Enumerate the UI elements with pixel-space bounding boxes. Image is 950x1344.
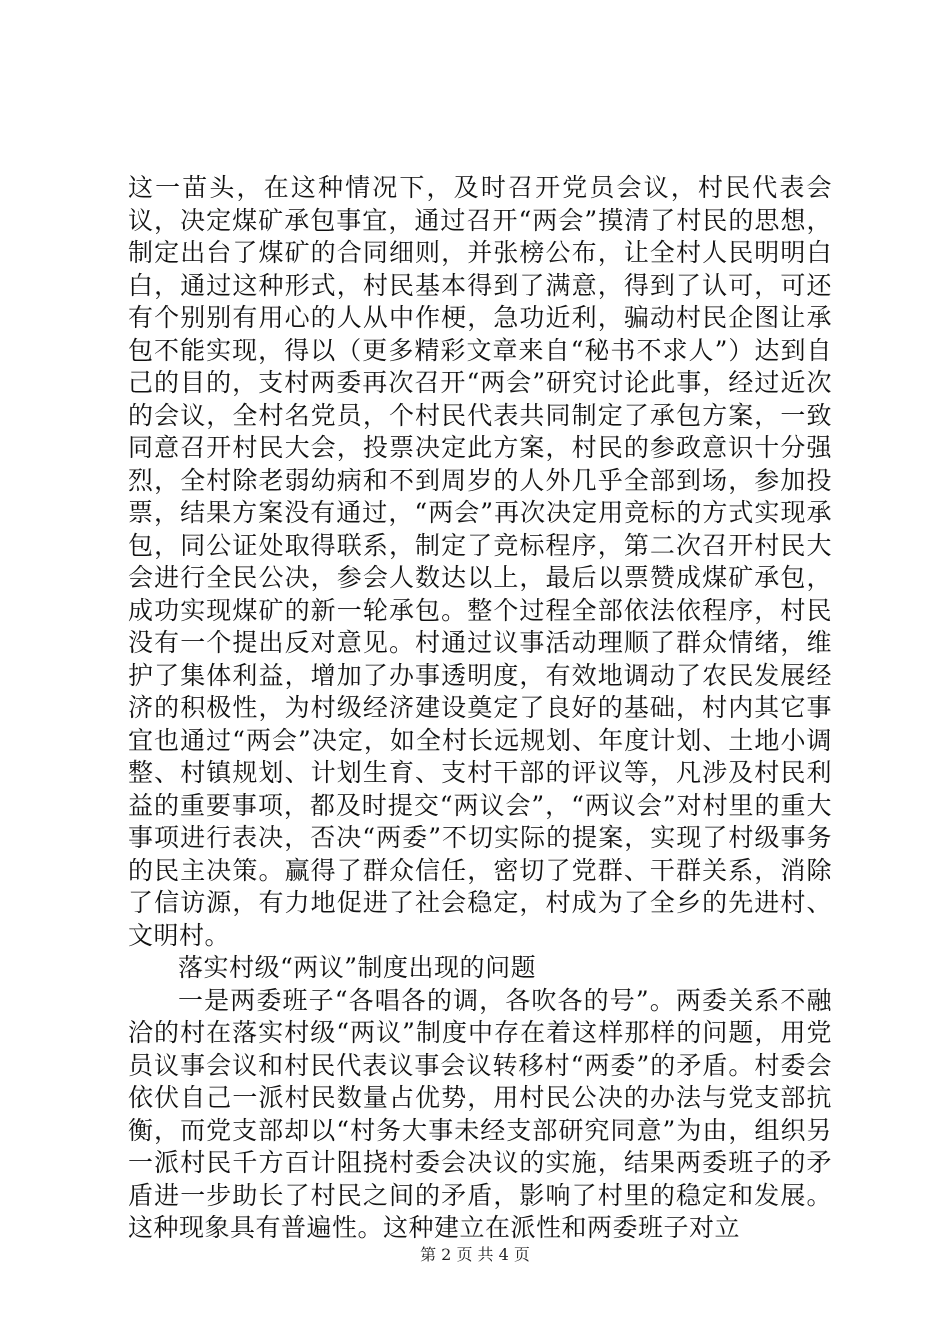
page-footer: 第 2 页 共 4 页 [420, 1245, 530, 1264]
body-text [128, 172, 832, 1245]
section-heading: 落实村级“两议”制度出现的问题 [178, 953, 537, 982]
paragraph-continuation: 这一苗头，在这种情况下，及时召开党员会议，村民代表会议，决定煤矿承包事宜，通过召开“两会”摸清了村民的思想，制定出台了煤矿的合同细则，并张榜公布，让全村人民明明白白，通过这种形式，村民基本得到了满意，得到了认可，可还有个别别有用心的人从中作梗，急功近利，骗动村民企图让承包不能实现，得以（更多精彩文章来自“秘书不求人”）达到自己的目的，支村两委再次召开“两会”研究讨论此事，经过近次的会议，全村名党员，个村民代表共同制定了承包方案，一致同意召开村民大会，投票决定此方案，村民的参政意识十分强烈，全村除老弱幼病和不到周岁的人外几乎全部到场，参加投票，结果方案没有通过，“两会”再次决定用竞标的方式实现承包，同公证处取得联系，制定了竞标程序，第二次召开村民大会进行全民公决，参会人数达以上，最后以票赞成煤矿承包，成功实现煤矿的新一轮承包。整个过程全部依法依程序，村民没有一个提出反对意见。村通过议事活动理顺了群众情绪，维护了集体利益，增加了办事透明度，有效地调动了农民发展经济的积极性，为村级经济建设奠定了良好的基础，村内其它事宜也通过“两会”决定，如全村长远规划、年度计划、土地小调整、村镇规划、计划生育、支村干部的评议等，凡涉及村民利益的重要事项，都及时提交“两议会”，“两议会”对村里的重大事项进行表决，否决“两委”不切实际的提案，实现了村级事务的民主决策。赢得了群众信任，密切了党群、干群关系，消除了信访源，有力地促进了社会稳定，村成为了全乡的先进村、文明村。 [128, 173, 832, 950]
paragraph-problem-one: 一是两委班子“各唱各的调，各吹各的号”。两委关系不融洽的村在落实村级“两议”制度中存在着这样那样的问题，用党员议事会议和村民代表议事会议转移村“两委”的矛盾。村委会依伏自己一派村民数量占优势，用村民公决的办法与党支部抗衡，而党支部却以“村务大事未经支部研究同意”为由，组织另一派村民千方百计阻挠村委会决议的实施，结果两委班子的矛盾进一步助长了村民之间的矛盾，影响了村里的稳定和发展。这种现象具有普遍性。这种建立在派性和两委班子对立 [128, 985, 832, 1242]
